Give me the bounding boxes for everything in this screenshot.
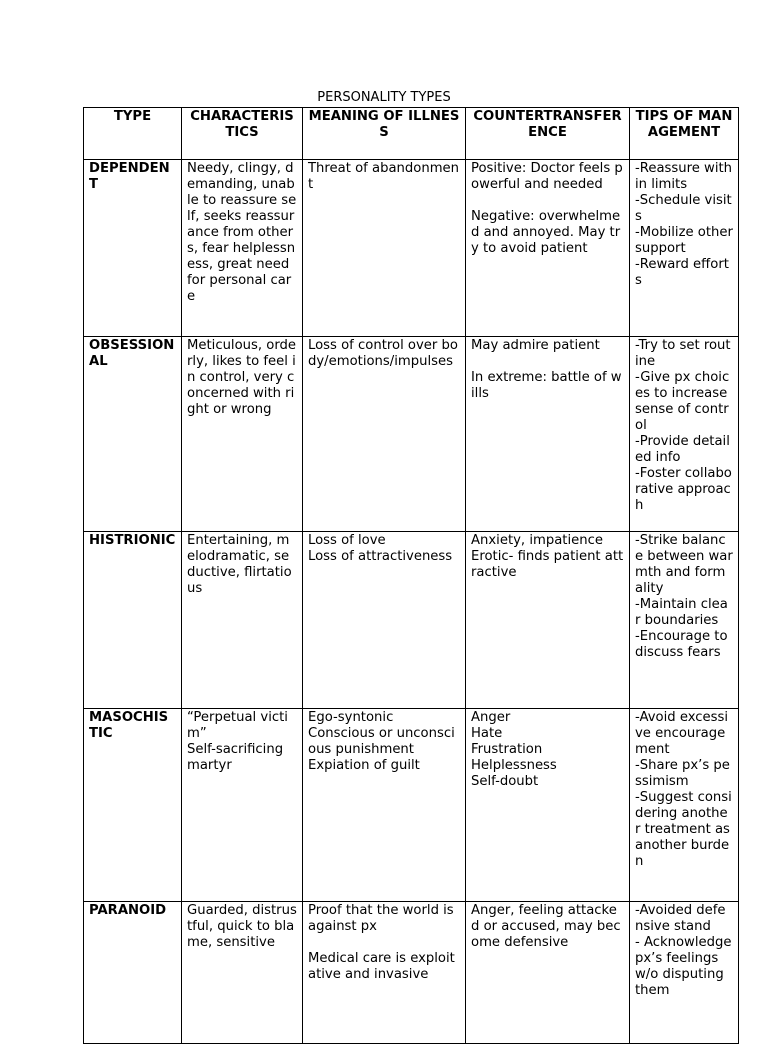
cell-tips: -Avoided defensive stand - Acknowledge px’s feelings w/o disputing them	[630, 902, 739, 1044]
table-row	[84, 160, 739, 337]
cell-countertransference: May admire patient In extreme: battle of wills	[466, 337, 630, 532]
cell-meaning: Threat of abandonment	[303, 160, 466, 337]
cell-tips: -Strike balance between warmth and formality -Maintain clear boundaries -Encourage to discuss fears	[630, 532, 739, 709]
cell-tips: -Reassure within limits -Schedule visits -Mobilize other support -Reward efforts	[630, 160, 739, 337]
cell-tips: -Try to set routine -Give px choices to increase sense of control -Provide detailed info -Foster collaborative approach	[630, 337, 739, 532]
table-row	[84, 709, 739, 902]
cell-type: PARANOID	[84, 902, 182, 1044]
cell-type: MASOCHISTIC	[84, 709, 182, 902]
cell-characteristics: Entertaining, melodramatic, seductive, flirtatious	[182, 532, 303, 709]
cell-type: DEPENDENT	[84, 160, 182, 337]
document-title: PERSONALITY TYPES	[317, 90, 451, 105]
cell-characteristics: Meticulous, orderly, likes to feel in control, very concerned with right or wrong	[182, 337, 303, 532]
cell-countertransference: Anger, feeling attacked or accused, may become defensive	[466, 902, 630, 1044]
header-tips-of-management: TIPS OF MANAGEMENT	[630, 108, 739, 160]
cell-countertransference: Anger Hate Frustration Helplessness Self-doubt	[466, 709, 630, 902]
header-countertransference: COUNTERTRANSFERENCE	[466, 108, 630, 160]
cell-type: HISTRIONIC	[84, 532, 182, 709]
table-row	[84, 532, 739, 709]
cell-meaning: Ego-syntonic Conscious or unconscious punishment Expiation of guilt	[303, 709, 466, 902]
cell-countertransference: Anxiety, impatience Erotic- finds patient attractive	[466, 532, 630, 709]
cell-meaning: Proof that the world is against px Medical care is exploitative and invasive	[303, 902, 466, 1044]
cell-tips: -Avoid excessive encouragement -Share px’s pessimism -Suggest considering another treatment as another burden	[630, 709, 739, 902]
table-row	[84, 337, 739, 532]
cell-characteristics: Needy, clingy, demanding, unable to reassure self, seeks reassurance from others, fear helplessness, great need for personal care	[182, 160, 303, 337]
cell-characteristics: Guarded, distrustful, quick to blame, sensitive	[182, 902, 303, 1044]
header-characteristics: CHARACTERISTICS	[182, 108, 303, 160]
table-header-row	[84, 108, 739, 160]
personality-types-table	[83, 107, 739, 1044]
cell-characteristics: “Perpetual victim” Self-sacrificing martyr	[182, 709, 303, 902]
cell-type: OBSESSIONAL	[84, 337, 182, 532]
cell-meaning: Loss of love Loss of attractiveness	[303, 532, 466, 709]
table-row	[84, 902, 739, 1044]
cell-countertransference: Positive: Doctor feels powerful and needed Negative: overwhelmed and annoyed. May try to avoid patient	[466, 160, 630, 337]
cell-meaning: Loss of control over body/emotions/impulses	[303, 337, 466, 532]
header-meaning-of-illness: MEANING OF ILLNESS	[303, 108, 466, 160]
header-type: TYPE	[84, 108, 182, 160]
